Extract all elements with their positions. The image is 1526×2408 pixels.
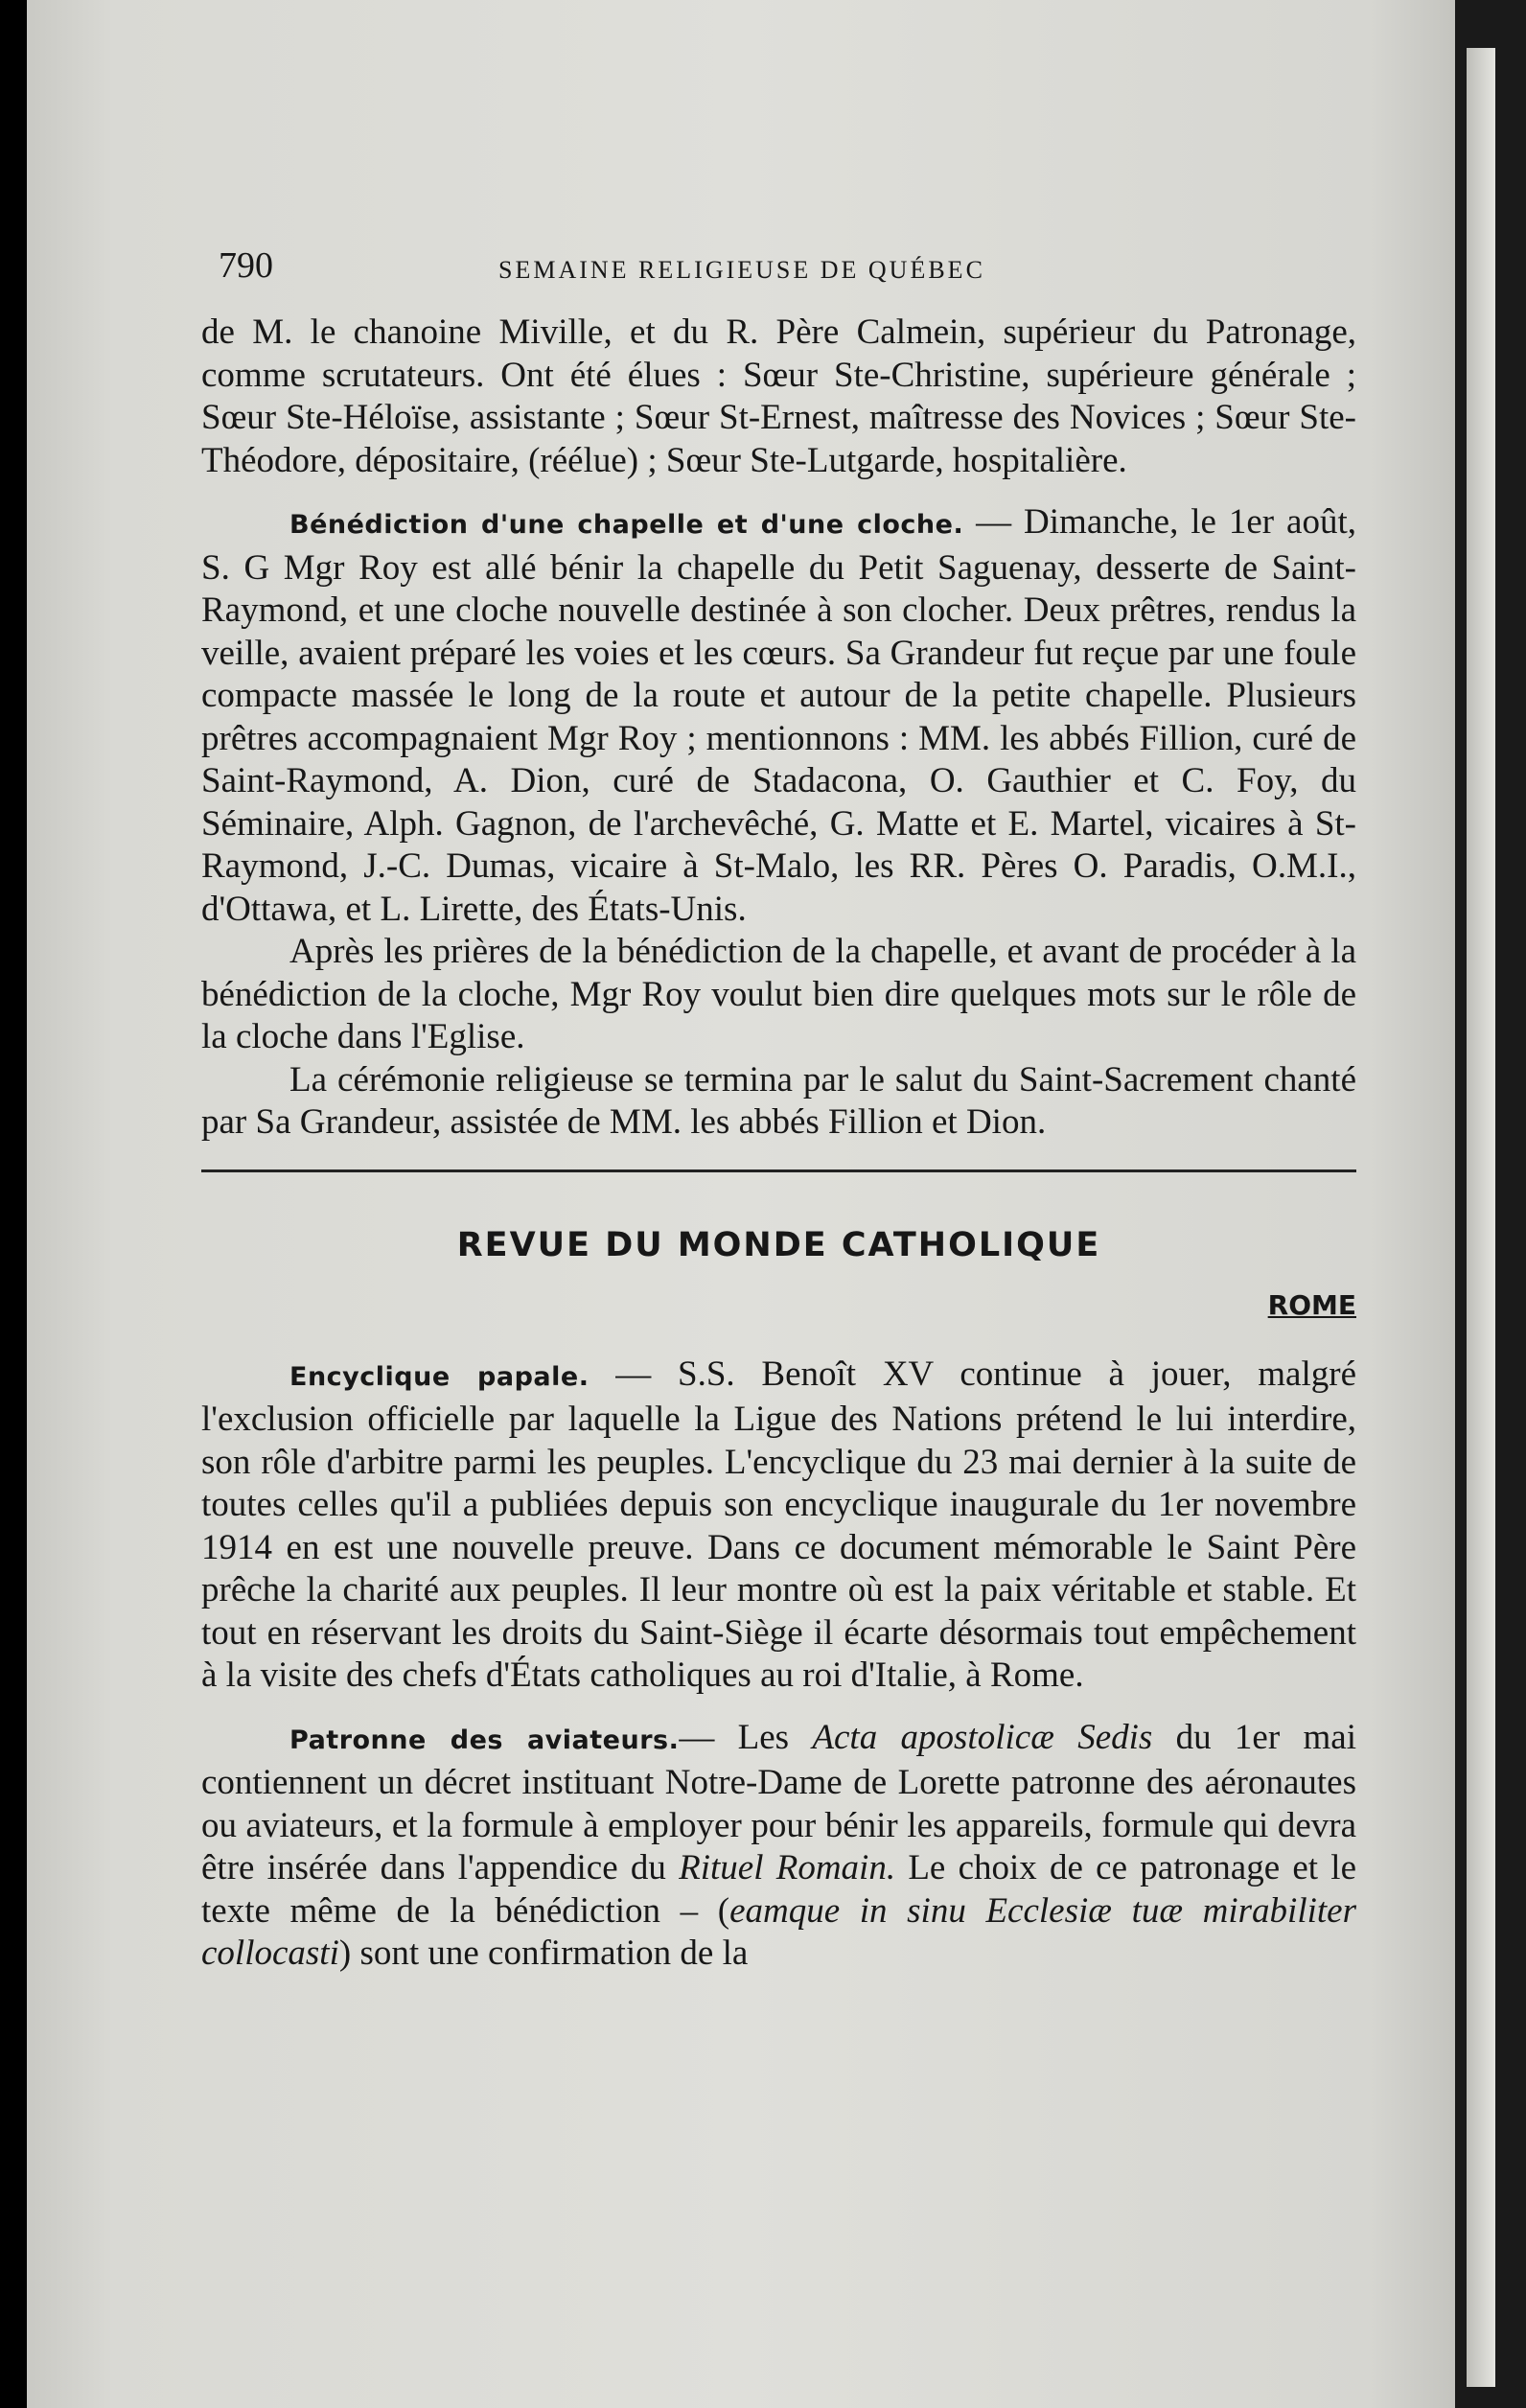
journal-title: SEMAINE RELIGIEUSE DE QUÉBEC — [498, 256, 985, 284]
patronne-italic-a: Acta apostolicæ Sedis — [812, 1717, 1153, 1757]
encyclique-heading: Encyclique papale. — [289, 1361, 590, 1392]
paragraph-benediction-2: Après les prières de la bénédiction de la chapelle, et avant de procéder à la bénédiction de la cloche, Mgr Roy voulut bien dire quelques mots sur le rôle de la cloche dans l'Eglise. — [201, 932, 1356, 1056]
running-head — [201, 244, 1356, 302]
paragraph-benediction — [201, 501, 1356, 931]
section-title: REVUE DU MONDE CATHOLIQUE — [456, 1225, 1101, 1264]
benediction-heading: Bénédiction d'une chapelle et d'une cloche. — [289, 510, 964, 540]
next-page-edge — [1467, 48, 1495, 2387]
paragraph-benediction-3: La cérémonie religieuse se termina par le salut du Saint-Sacrement chanté par Sa Grandeur, assistée de MM. les abbés Fillion et Dion. — [201, 1059, 1356, 1142]
patronne-italic-c: eamque in sinu Ecclesiæ tuæ mirabiliter collocasti — [201, 1890, 1356, 1973]
section-divider — [201, 1169, 1356, 1172]
patronne-text-b: du 1er mai contiennent un décret instituant Notre-Dame de Lorette patronne des aéronautes ou aviateurs, et la formule à employer pour bénir les appareils, formule qui devra être insérée dans l'appendice du — [201, 1717, 1356, 1887]
patronne-italic-b: Rituel Romain. — [679, 1848, 896, 1887]
patronne-text-c: Le choix de ce patronage et le texte même de la bénédiction – ( — [201, 1848, 1357, 1931]
subsection-title: ROME — [1267, 1288, 1356, 1321]
page-content — [201, 244, 1356, 1976]
page-number: 790 — [219, 245, 273, 286]
patronne-text-d: ) sont une confirmation de la — [338, 1933, 749, 1973]
encyclique-text: — S.S. Benoît XV continue à jouer, malgré l'exclusion officielle par laquelle la Ligue des Nations prétend le lui interdire, son rôle d'arbitre parmi les peuples. L'encyclique du 23 mai dernier à la suite de toutes celles qu'il a publiées depuis son encyclique inaugurale du 1er novembre 1914 en est une nouvelle preuve. Dans ce document mémorable le Saint Père prêche la charité aux peuples. Il leur montre où est la paix véritable et stable. Et tout en réservant les droits du Saint-Siège il écarte désormais tout empêchement à la visite des chefs d'États catholiques au roi d'Italie, à Rome. — [201, 1354, 1356, 1695]
patronne-heading: Patronne des aviateurs. — [289, 1725, 680, 1755]
paragraph-patronne — [201, 1717, 1356, 1976]
paragraph-encyclique — [201, 1354, 1356, 1698]
patronne-text-a: — Les — [679, 1717, 813, 1757]
paragraph-continuation: de M. le chanoine Miville, et du R. Père Calmein, supérieur du Patronage, comme scrutateurs. Ont été élues : Sœur Ste-Christine, supérieure générale ; Sœur Ste-Héloïse, assistante ; Sœur St-Ernest, maîtresse des Novices ; Sœur Ste-Théodore, dépositaire, (réélue) ; Sœur Ste-Lutgarde, hospitalière. — [201, 313, 1356, 480]
benediction-text: — Dimanche, le 1er août, S. G Mgr Roy est allé bénir la chapelle du Petit Saguenay, desserte de Saint-Raymond, et une cloche nouvelle destinée à son clocher. Deux prêtres, rendus la veille, avaient préparé les voies et les cœurs. Sa Grandeur fut reçue par une foule compacte massée le long de la route et autour de la petite chapelle. Plusieurs prêtres accompagnaient Mgr Roy ; mentionnons : MM. les abbés Fillion, curé de Saint-Raymond, A. Dion, curé de Stadacona, O. Gauthier et C. Foy, du Séminaire, Alph. Gagnon, de l'archevêché, G. Matte et E. Martel, vicaires à St-Raymond, J.-C. Dumas, vicaire à St-Malo, les RR. Pères O. Paradis, O.M.I., d'Ottawa, et L. Lirette, des États-Unis. — [201, 502, 1356, 929]
